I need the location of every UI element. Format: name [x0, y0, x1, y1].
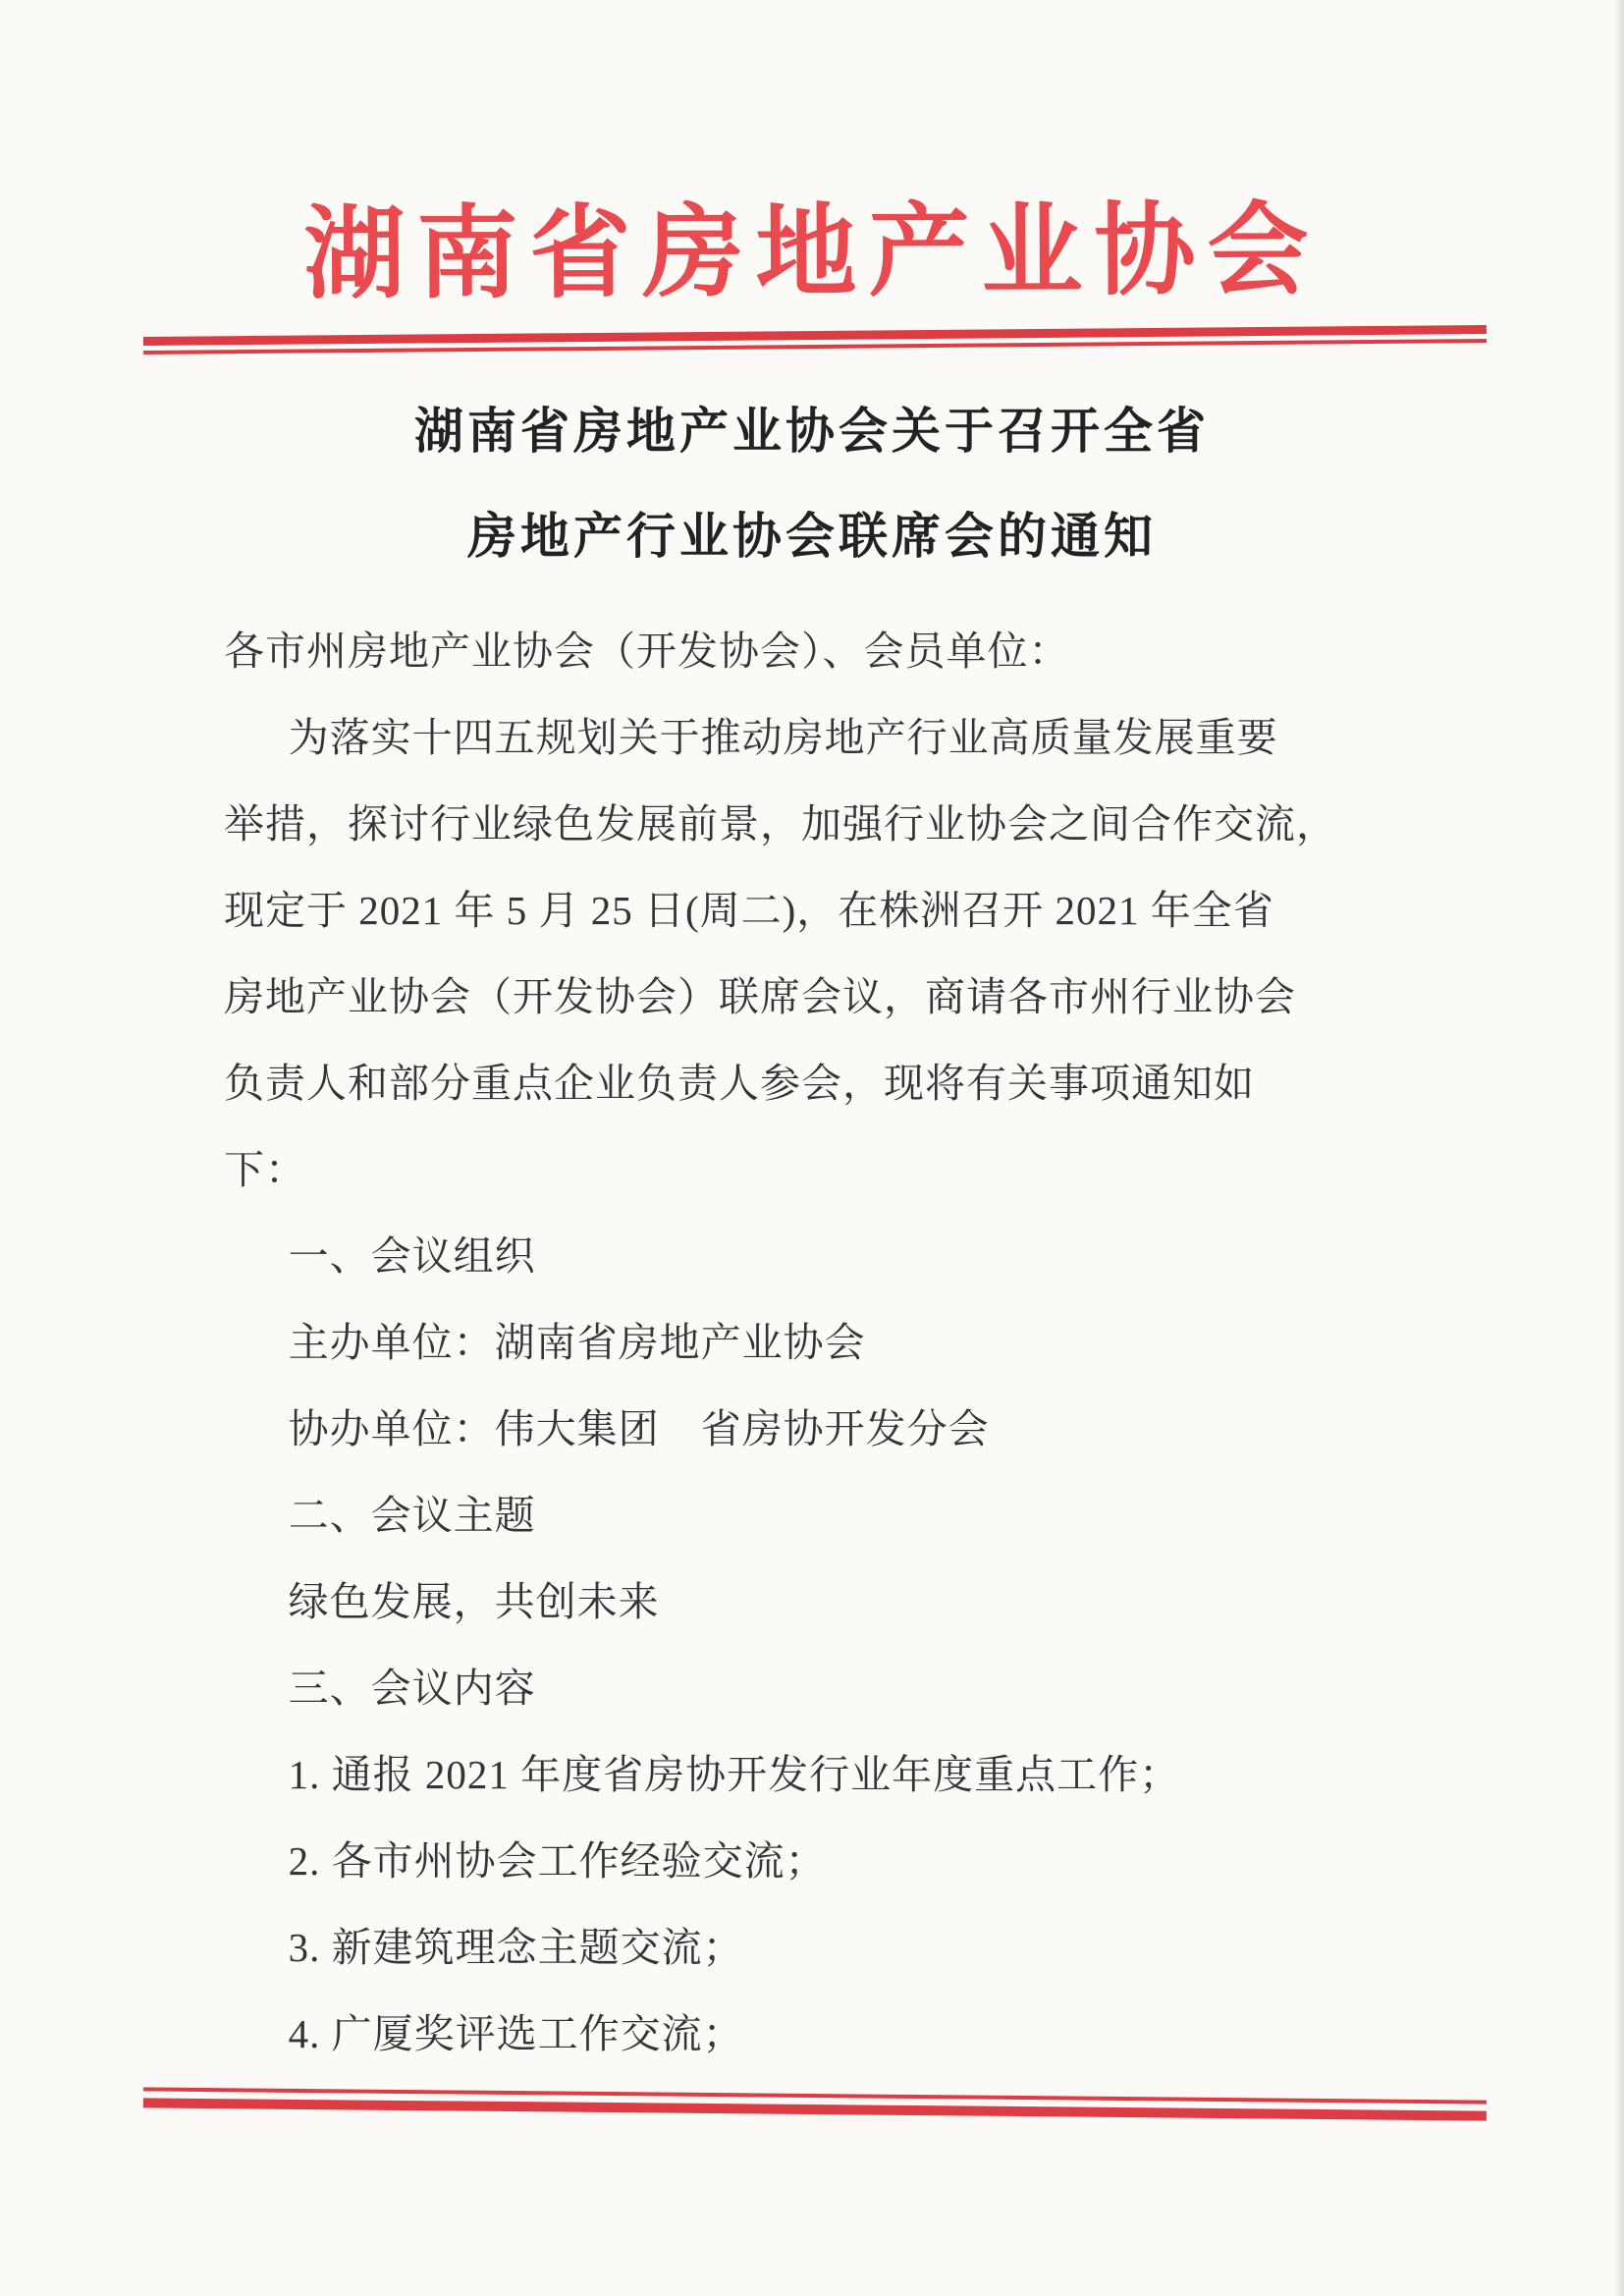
body-line-item-3: 3. 新建筑理念主题交流；	[288, 1925, 744, 1970]
header-rule	[143, 325, 1487, 355]
body-line-salutation: 各市州房地产业协会（开发协会）、会员单位：	[224, 629, 1070, 674]
body-line: 下：	[224, 1147, 306, 1192]
body-line-section-1: 一、会议组织	[288, 1233, 536, 1279]
body-line: 举措，探讨行业绿色发展前景，加强行业协会之间合作交流，	[224, 801, 1337, 847]
footer-rule	[143, 2087, 1487, 2120]
document-title	[0, 379, 1624, 589]
body-line-item-4: 4. 广厦奖评选工作交流；	[288, 2011, 744, 2056]
document-title-line1: 湖南省房地产业协会关于召开全省	[414, 404, 1210, 459]
body-line: 房地产业协会（开发协会）联席会议，商请各市州行业协会	[224, 974, 1296, 1019]
body-line: 为落实十四五规划关于推动房地产行业高质量发展重要	[288, 715, 1278, 760]
body-line-cohost: 协办单位：伟大集团 省房协开发分会	[288, 1406, 990, 1451]
body-line-section-3: 三、会议内容	[288, 1666, 536, 1711]
body-line: 现定于 2021 年 5 月 25 日(周二)，在株洲召开 2021 年全省	[224, 888, 1274, 933]
notice-body	[224, 608, 1407, 2077]
body-line-item-1: 1. 通报 2021 年度省房协开发行业年度重点工作；	[288, 1752, 1181, 1797]
body-line-theme: 绿色发展，共创未来	[288, 1579, 660, 1624]
body-line: 负责人和部分重点企业负责人参会，现将有关事项通知如	[224, 1061, 1255, 1106]
body-line-section-2: 二、会议主题	[288, 1493, 536, 1538]
scanner-edge-shadow	[1614, 0, 1624, 2296]
letterhead-title: 湖南省房地产业协会	[303, 194, 1321, 312]
body-line-item-2: 2. 各市州协会工作经验交流；	[288, 1838, 827, 1884]
body-line-host: 主办单位：湖南省房地产业协会	[288, 1320, 866, 1365]
document-title-line2: 房地产行业协会联席会的通知	[467, 509, 1157, 564]
